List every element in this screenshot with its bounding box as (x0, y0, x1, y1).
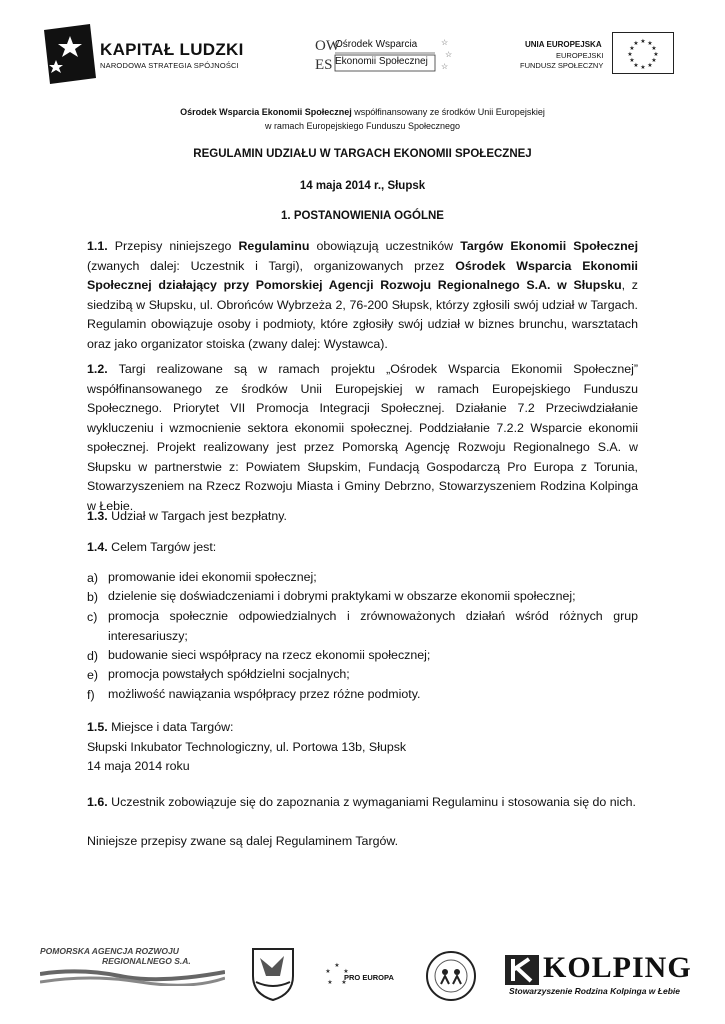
svg-text:★: ★ (647, 41, 653, 47)
svg-text:★: ★ (651, 46, 657, 52)
powiat-slupski-coat-of-arms-icon (250, 946, 296, 1002)
paragraph-1-3: 1.3. Udział w Targach jest bezpłatny. (87, 509, 287, 523)
goal-item: promocja społecznie odpowiedzialnych i zrównoważonych działań wśród różnych grup interesariuszy; (108, 609, 638, 643)
closing-line: Niniejsze przepisy zwane są dalej Regulaminem Targów. (87, 834, 399, 848)
paragraph-1-5: 1.5. Miejsce i data Targów: (87, 720, 234, 734)
goal-item: możliwość nawiązania współpracy przez różne podmioty. (108, 687, 421, 701)
owes-line-2: Ekonomii Społecznej (335, 56, 428, 67)
goal-item: budowanie sieci współpracy na rzecz ekonomii społecznej; (108, 648, 431, 662)
goal-letter: b) (87, 590, 99, 604)
goal-item: promocja powstałych spółdzielni socjalnych; (108, 667, 350, 681)
kapital-ludzki-title: KAPITAŁ LUDZKI (100, 40, 244, 59)
cofinancing-line-1: Ośrodek Wsparcia Ekonomii Społecznej współfinansowany ze środków Unii Europejskiej (180, 107, 545, 117)
debrzno-association-logo-icon (425, 950, 477, 1002)
ue-subtitle-1: EUROPEJSKI (556, 51, 604, 60)
parr-logo: POMORSKA AGENCJA ROZWOJU REGIONALNEGO S.A. (40, 946, 225, 996)
goal-letter: d) (87, 649, 99, 663)
kapital-ludzki-emblem-icon (40, 22, 100, 86)
cofinancing-line-2: w ramach Europejskiego Funduszu Społecznego (264, 121, 461, 131)
svg-text:☆: ☆ (445, 50, 453, 59)
svg-text:★: ★ (341, 980, 347, 986)
goal-letter: c) (87, 610, 98, 624)
pro-europa-logo: ★ ★ ★ ★ ★ PRO EUROPA (325, 963, 394, 986)
svg-text:☆: ☆ (441, 38, 449, 47)
svg-text:★: ★ (334, 963, 340, 969)
ue-title: UNIA EUROPEJSKA (525, 40, 602, 49)
paragraph-1-4: 1.4. Celem Targów jest: (87, 540, 217, 554)
paragraph-1-2: 1.2. Targi realizowane są w ramach projektu „Ośrodek Wsparcia Ekonomii Społecznej” współfinansowanego ze środków Unii Europejskiej w ramach Europejskiego Funduszu Społecznego. Priorytet VII Promocja Integracji Społecznej. Działanie 7.2 Przeciwdziałanie wykluczeniu i wzmocnienie sektora ekonomii społecznej. Poddziałanie 7.2.2 Wsparcie ekonomii społecznej. Projekt realizowany jest przez Pomorską Agencję Rozwoju Regionalnego S.A. w Słupsku w partnerstwie z: Powiatem Słupskim, Fundacją Gospodarczą Pro Europa z Torunia, Stowarzyszeniem na Rzecz Rozwoju Miasta i Gminy Debrzno, Stowarzyszeniem Rodzina Kolpinga w Łebie. (87, 362, 638, 513)
svg-text:★: ★ (633, 41, 639, 47)
svg-text:☆: ☆ (441, 62, 449, 71)
svg-text:★: ★ (633, 63, 639, 69)
kolping-logo: KOLPING Stowarzyszenie Rodzina Kolpinga w Łebie (505, 955, 695, 999)
parr-wave-icon (40, 966, 225, 986)
paragraph-1-1: 1.1. Przepisy niniejszego Regulaminu obowiązują uczestników Targów Ekonomii Społecznej (zwanych dalej: Uczestnik i Targi), organizowanych przez Ośrodek Wsparcia Ekonomii Społecznej działający przy Pomorskiej Agencji Rozwoju Regionalnego S.A. w Słupsku, z siedzibą w Słupsku, ul. Obrońców Wybrzeża 2, 76-200 Słupsk, którzy zgłosili swój udział w Targach. Regulamin obowiązuje osoby i podmioty, które zgłosiły swój udział w biznes brunchu, warsztatach oraz jako organizator stoiska (zwany dalej: Wystawca). (87, 239, 639, 351)
svg-text:★: ★ (640, 39, 646, 45)
svg-text:ES: ES (315, 57, 333, 73)
section-heading: 1. POSTANOWIENIA OGÓLNE (281, 210, 444, 222)
kolping-k-icon (505, 955, 539, 985)
kapital-ludzki-subtitle: NARODOWA STRATEGIA SPÓJNOŚCI (100, 61, 239, 70)
svg-text:★: ★ (325, 969, 331, 975)
svg-text:★: ★ (640, 65, 646, 71)
eu-flag-icon (612, 32, 674, 74)
document-title: REGULAMIN UDZIAŁU W TARGACH EKONOMII SPOŁECZNEJ (193, 148, 532, 160)
document-date-place: 14 maja 2014 r., Słupsk (299, 180, 426, 192)
svg-text:OW: OW (315, 38, 340, 54)
venue-line: Słupski Inkubator Technologiczny, ul. Portowa 13b, Słupsk (87, 740, 407, 754)
goal-item: dzielenie się doświadczeniami i dobrymi praktykami w obszarze ekonomii społecznej; (108, 589, 576, 603)
svg-text:★: ★ (629, 58, 635, 64)
svg-text:★: ★ (651, 58, 657, 64)
svg-text:★: ★ (327, 980, 333, 986)
goal-letter: f) (87, 688, 95, 702)
paragraph-1-6: 1.6. Uczestnik zobowiązuje się do zapoznania z wymaganiami Regulaminu i stosowania się do nich. (87, 795, 636, 809)
date-line: 14 maja 2014 roku (87, 759, 190, 773)
goal-letter: e) (87, 668, 99, 682)
goal-letter: a) (87, 571, 99, 585)
svg-text:★: ★ (627, 52, 633, 58)
owes-line-1: Ośrodek Wsparcia (335, 39, 418, 50)
svg-text:★: ★ (629, 46, 635, 52)
svg-text:★: ★ (647, 63, 653, 69)
svg-text:★: ★ (653, 52, 659, 58)
svg-text:★: ★ (343, 969, 349, 975)
goal-item: promowanie idei ekonomii społecznej; (108, 570, 317, 584)
ue-subtitle-2: FUNDUSZ SPOŁECZNY (520, 61, 604, 70)
